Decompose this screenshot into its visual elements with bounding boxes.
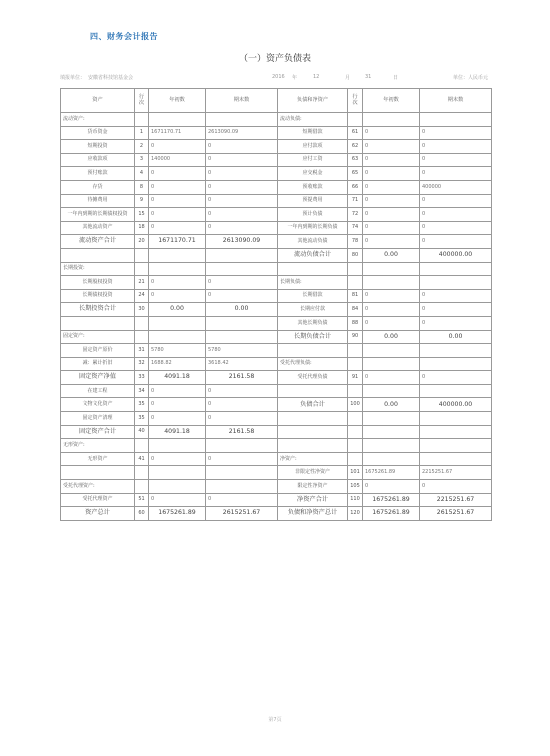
table-header-row	[61, 89, 492, 113]
liability-line: 105	[348, 480, 363, 494]
liability-label: 流动负债合计	[278, 248, 348, 262]
liability-label	[278, 262, 348, 276]
liability-line: 61	[348, 126, 363, 140]
asset-end: 0	[206, 412, 278, 426]
asset-begin	[149, 480, 206, 494]
asset-line: 15	[135, 208, 149, 222]
liability-line: 120	[348, 507, 363, 521]
asset-label: 预付账款	[61, 167, 135, 181]
liability-end: 0	[420, 140, 492, 154]
asset-line	[135, 466, 149, 480]
asset-end: 2161.58	[206, 425, 278, 439]
asset-label: 应收款项	[61, 153, 135, 167]
liability-label	[278, 384, 348, 398]
asset-end: 0.00	[206, 303, 278, 317]
table-row	[61, 208, 492, 222]
liability-label: 长期应付款	[278, 303, 348, 317]
month-suffix: 月	[345, 75, 351, 81]
liability-line: 101	[348, 466, 363, 480]
liability-begin: 0	[363, 235, 420, 249]
liability-label: 非限定性净资产	[278, 466, 348, 480]
asset-begin: 0	[149, 140, 206, 154]
asset-line: 32	[135, 357, 149, 371]
asset-label: 长期投资合计	[61, 303, 135, 317]
document-title: （一）资产负债表	[238, 54, 311, 64]
liability-begin: 0	[363, 167, 420, 181]
asset-begin: 0	[149, 208, 206, 222]
liability-line: 80	[348, 248, 363, 262]
unit-name: 安徽省科技馆基金会	[88, 75, 134, 81]
liability-end: 0	[420, 303, 492, 317]
liability-begin	[363, 262, 420, 276]
header-line: 行次	[135, 89, 149, 113]
liability-begin	[363, 384, 420, 398]
asset-end: 0	[206, 384, 278, 398]
liability-line	[348, 357, 363, 371]
asset-label: 长期债权投资	[61, 289, 135, 303]
asset-label: 受托代理资产:	[61, 480, 135, 494]
report-year: 2016	[272, 74, 285, 80]
liability-label: 长期借款	[278, 289, 348, 303]
liability-end: 0	[420, 235, 492, 249]
asset-begin	[149, 316, 206, 330]
liability-line	[348, 439, 363, 453]
asset-end: 0	[206, 493, 278, 507]
asset-begin	[149, 439, 206, 453]
asset-line: 60	[135, 507, 149, 521]
liability-end	[420, 452, 492, 466]
liability-line: 100	[348, 398, 363, 412]
asset-line: 30	[135, 303, 149, 317]
liability-begin	[363, 276, 420, 290]
header-line-2: 行次	[348, 89, 363, 113]
asset-end: 0	[206, 398, 278, 412]
liability-line	[348, 113, 363, 127]
liability-line: 110	[348, 493, 363, 507]
liability-line: 72	[348, 208, 363, 222]
header-asset: 资产	[61, 89, 135, 113]
liability-line: 90	[348, 330, 363, 344]
asset-line: 20	[135, 235, 149, 249]
year-suffix: 年	[292, 75, 298, 81]
liability-begin: 0.00	[363, 330, 420, 344]
liability-begin	[363, 357, 420, 371]
header-begin: 年初数	[149, 89, 206, 113]
liability-begin: 0	[363, 221, 420, 235]
asset-label: 受托代理资产	[61, 493, 135, 507]
liability-label: 预计负债	[278, 208, 348, 222]
asset-begin: 0	[149, 276, 206, 290]
asset-end	[206, 330, 278, 344]
liability-begin: 0.00	[363, 248, 420, 262]
liability-begin	[363, 344, 420, 358]
liability-begin: 0	[363, 480, 420, 494]
liability-label: 负债和净资产总计	[278, 507, 348, 521]
asset-label: 其他流动资产	[61, 221, 135, 235]
asset-line	[135, 113, 149, 127]
asset-end: 0	[206, 194, 278, 208]
asset-end	[206, 248, 278, 262]
asset-end	[206, 466, 278, 480]
liability-label	[278, 439, 348, 453]
asset-end: 0	[206, 221, 278, 235]
asset-end: 0	[206, 180, 278, 194]
header-liabilities: 负债和净资产	[278, 89, 348, 113]
liability-end	[420, 357, 492, 371]
asset-line: 34	[135, 384, 149, 398]
asset-label: 流动资产:	[61, 113, 135, 127]
asset-end	[206, 316, 278, 330]
asset-end	[206, 113, 278, 127]
liability-end	[420, 276, 492, 290]
asset-end: 0	[206, 153, 278, 167]
liability-label: 净资产合计	[278, 493, 348, 507]
table-row	[61, 466, 492, 480]
asset-line: 9	[135, 194, 149, 208]
liability-line	[348, 276, 363, 290]
asset-begin	[149, 330, 206, 344]
asset-line: 3	[135, 153, 149, 167]
liability-begin: 1675261.89	[363, 466, 420, 480]
balance-sheet-table	[60, 88, 492, 521]
liability-label	[278, 412, 348, 426]
asset-label: 固定资产清理	[61, 412, 135, 426]
table-row	[61, 480, 492, 494]
asset-begin: 0	[149, 412, 206, 426]
table-row	[61, 180, 492, 194]
table-row	[61, 493, 492, 507]
asset-line	[135, 316, 149, 330]
liability-label: 一年内到期的长期负债	[278, 221, 348, 235]
asset-label: 待摊费用	[61, 194, 135, 208]
asset-line: 18	[135, 221, 149, 235]
asset-label	[61, 316, 135, 330]
asset-line: 24	[135, 289, 149, 303]
table-row	[61, 344, 492, 358]
table-row	[61, 330, 492, 344]
table-row	[61, 167, 492, 181]
asset-begin: 0	[149, 493, 206, 507]
asset-begin: 0	[149, 398, 206, 412]
table-row	[61, 384, 492, 398]
currency-unit: 单位：人民币元	[453, 75, 489, 81]
asset-end: 2161.58	[206, 371, 278, 385]
liability-end: 400000	[420, 180, 492, 194]
asset-end: 0	[206, 167, 278, 181]
asset-label: 流动资产合计	[61, 235, 135, 249]
liability-end: 0	[420, 480, 492, 494]
liability-end: 0	[420, 289, 492, 303]
asset-begin: 4091.18	[149, 425, 206, 439]
asset-begin: 0	[149, 180, 206, 194]
liability-line: 78	[348, 235, 363, 249]
table-row	[61, 126, 492, 140]
table-row	[61, 452, 492, 466]
asset-begin: 140000	[149, 153, 206, 167]
asset-end: 2613090.09	[206, 126, 278, 140]
liability-end: 0	[420, 167, 492, 181]
liability-end: 0	[420, 153, 492, 167]
table-row	[61, 140, 492, 154]
liability-label: 其他流动负债	[278, 235, 348, 249]
liability-end	[420, 439, 492, 453]
liability-label: 流动负债:	[278, 113, 348, 127]
table-row	[61, 371, 492, 385]
table-body	[61, 113, 492, 521]
table-row	[61, 113, 492, 127]
page-number: 第7页	[268, 717, 282, 723]
liability-end: 0	[420, 371, 492, 385]
liability-line	[348, 412, 363, 426]
liability-end: 0	[420, 126, 492, 140]
asset-label: 存货	[61, 180, 135, 194]
asset-line	[135, 480, 149, 494]
asset-end	[206, 439, 278, 453]
table-row	[61, 248, 492, 262]
liability-label: 预提费用	[278, 194, 348, 208]
asset-begin	[149, 262, 206, 276]
table-row	[61, 289, 492, 303]
asset-line: 33	[135, 371, 149, 385]
section-title: 四、财务会计报告	[90, 32, 158, 41]
asset-begin: 0	[149, 452, 206, 466]
asset-label: 在建工程	[61, 384, 135, 398]
asset-begin: 0	[149, 194, 206, 208]
day-suffix: 日	[393, 75, 399, 81]
asset-end: 0	[206, 140, 278, 154]
asset-begin	[149, 248, 206, 262]
liability-label	[278, 425, 348, 439]
report-month: 12	[313, 74, 320, 80]
table-row	[61, 425, 492, 439]
asset-line: 35	[135, 412, 149, 426]
table-row	[61, 262, 492, 276]
liability-begin	[363, 425, 420, 439]
asset-begin	[149, 466, 206, 480]
liability-label: 预收账款	[278, 180, 348, 194]
asset-begin: 5780	[149, 344, 206, 358]
asset-label: 短期投资	[61, 140, 135, 154]
liability-line	[348, 425, 363, 439]
asset-label: 固定资产原价	[61, 344, 135, 358]
asset-line	[135, 248, 149, 262]
liability-line: 91	[348, 371, 363, 385]
liability-end	[420, 384, 492, 398]
liability-line: 62	[348, 140, 363, 154]
liability-label	[278, 344, 348, 358]
header-end-2: 期末数	[420, 89, 492, 113]
liability-end	[420, 412, 492, 426]
report-day: 31	[365, 74, 372, 80]
asset-label: 一年内到期的长期债权投资	[61, 208, 135, 222]
table-row	[61, 194, 492, 208]
liability-end: 2615251.67	[420, 507, 492, 521]
asset-end: 3618.42	[206, 357, 278, 371]
liability-label: 应交税金	[278, 167, 348, 181]
liability-begin: 0	[363, 303, 420, 317]
asset-begin: 0	[149, 289, 206, 303]
liability-line: 74	[348, 221, 363, 235]
liability-end: 0	[420, 221, 492, 235]
asset-begin: 0	[149, 384, 206, 398]
liability-line	[348, 384, 363, 398]
liability-line: 63	[348, 153, 363, 167]
liability-end: 0	[420, 194, 492, 208]
asset-line: 4	[135, 167, 149, 181]
liability-end: 2215251.67	[420, 493, 492, 507]
liability-end: 0	[420, 316, 492, 330]
liability-begin: 1675261.89	[363, 493, 420, 507]
liability-begin: 0	[363, 371, 420, 385]
liability-line: 81	[348, 289, 363, 303]
asset-end: 2613090.09	[206, 235, 278, 249]
liability-end: 0.00	[420, 330, 492, 344]
header-begin-2: 年初数	[363, 89, 420, 113]
liability-begin	[363, 439, 420, 453]
liability-label: 负债合计	[278, 398, 348, 412]
asset-line: 2	[135, 140, 149, 154]
liability-label: 限定性净资产	[278, 480, 348, 494]
liability-begin: 0	[363, 140, 420, 154]
liability-label: 受托代理负债	[278, 371, 348, 385]
asset-line: 35	[135, 398, 149, 412]
asset-begin: 0	[149, 221, 206, 235]
liability-label: 应付工资	[278, 153, 348, 167]
asset-line: 41	[135, 452, 149, 466]
asset-end: 5780	[206, 344, 278, 358]
liability-end	[420, 113, 492, 127]
asset-label: 固定资产:	[61, 330, 135, 344]
asset-line: 1	[135, 126, 149, 140]
table-row	[61, 153, 492, 167]
asset-begin: 1671170.71	[149, 126, 206, 140]
liability-label: 受托代理负债:	[278, 357, 348, 371]
liability-begin: 0	[363, 180, 420, 194]
liability-begin: 1675261.89	[363, 507, 420, 521]
liability-label: 长期负债:	[278, 276, 348, 290]
asset-line: 51	[135, 493, 149, 507]
liability-line: 84	[348, 303, 363, 317]
asset-begin: 4091.18	[149, 371, 206, 385]
liability-label: 净资产:	[278, 452, 348, 466]
asset-end: 2615251.67	[206, 507, 278, 521]
asset-line: 8	[135, 180, 149, 194]
asset-label: 文物文化资产	[61, 398, 135, 412]
asset-label: 固定资产净值	[61, 371, 135, 385]
liability-begin: 0.00	[363, 398, 420, 412]
asset-end: 0	[206, 276, 278, 290]
table-row	[61, 276, 492, 290]
header-end: 期末数	[206, 89, 278, 113]
asset-begin: 0.00	[149, 303, 206, 317]
liability-line	[348, 344, 363, 358]
table-row	[61, 221, 492, 235]
liability-end	[420, 425, 492, 439]
table-row	[61, 357, 492, 371]
liability-end: 400000.00	[420, 398, 492, 412]
table-row	[61, 412, 492, 426]
asset-end: 0	[206, 452, 278, 466]
liability-begin: 0	[363, 289, 420, 303]
liability-line: 66	[348, 180, 363, 194]
table-row	[61, 316, 492, 330]
asset-line	[135, 330, 149, 344]
liability-begin	[363, 452, 420, 466]
asset-line	[135, 262, 149, 276]
table-row	[61, 303, 492, 317]
liability-begin: 0	[363, 316, 420, 330]
liability-line: 65	[348, 167, 363, 181]
liability-end: 2215251.67	[420, 466, 492, 480]
table-row	[61, 507, 492, 521]
asset-label: 无形资产	[61, 452, 135, 466]
table-row	[61, 235, 492, 249]
asset-label	[61, 248, 135, 262]
asset-end: 0	[206, 208, 278, 222]
asset-end: 0	[206, 289, 278, 303]
liability-label: 应付款项	[278, 140, 348, 154]
unit-label: 填报单位：	[60, 75, 86, 81]
asset-line	[135, 439, 149, 453]
asset-label: 固定资产合计	[61, 425, 135, 439]
asset-label: 货币资金	[61, 126, 135, 140]
liability-line: 88	[348, 316, 363, 330]
liability-end: 400000.00	[420, 248, 492, 262]
liability-end	[420, 262, 492, 276]
asset-label: 长期投资:	[61, 262, 135, 276]
liability-label: 短期借款	[278, 126, 348, 140]
asset-label: 资产总计	[61, 507, 135, 521]
liability-begin: 0	[363, 126, 420, 140]
asset-line: 31	[135, 344, 149, 358]
liability-begin	[363, 412, 420, 426]
asset-begin: 1688.82	[149, 357, 206, 371]
asset-end	[206, 262, 278, 276]
liability-label: 长期负债合计	[278, 330, 348, 344]
asset-label: 无形资产:	[61, 439, 135, 453]
asset-begin: 0	[149, 167, 206, 181]
asset-end	[206, 480, 278, 494]
liability-begin	[363, 113, 420, 127]
liability-line	[348, 452, 363, 466]
liability-line	[348, 262, 363, 276]
asset-begin	[149, 113, 206, 127]
liability-end: 0	[420, 208, 492, 222]
table-row	[61, 439, 492, 453]
liability-begin: 0	[363, 194, 420, 208]
liability-begin: 0	[363, 208, 420, 222]
asset-label	[61, 466, 135, 480]
liability-begin: 0	[363, 153, 420, 167]
liability-label: 其他长期负债	[278, 316, 348, 330]
asset-line: 21	[135, 276, 149, 290]
liability-line: 71	[348, 194, 363, 208]
liability-end	[420, 344, 492, 358]
table-row	[61, 398, 492, 412]
asset-label: 长期股权投资	[61, 276, 135, 290]
asset-begin: 1675261.89	[149, 507, 206, 521]
asset-line: 40	[135, 425, 149, 439]
asset-begin: 1671170.71	[149, 235, 206, 249]
asset-label: 减：累计折旧	[61, 357, 135, 371]
